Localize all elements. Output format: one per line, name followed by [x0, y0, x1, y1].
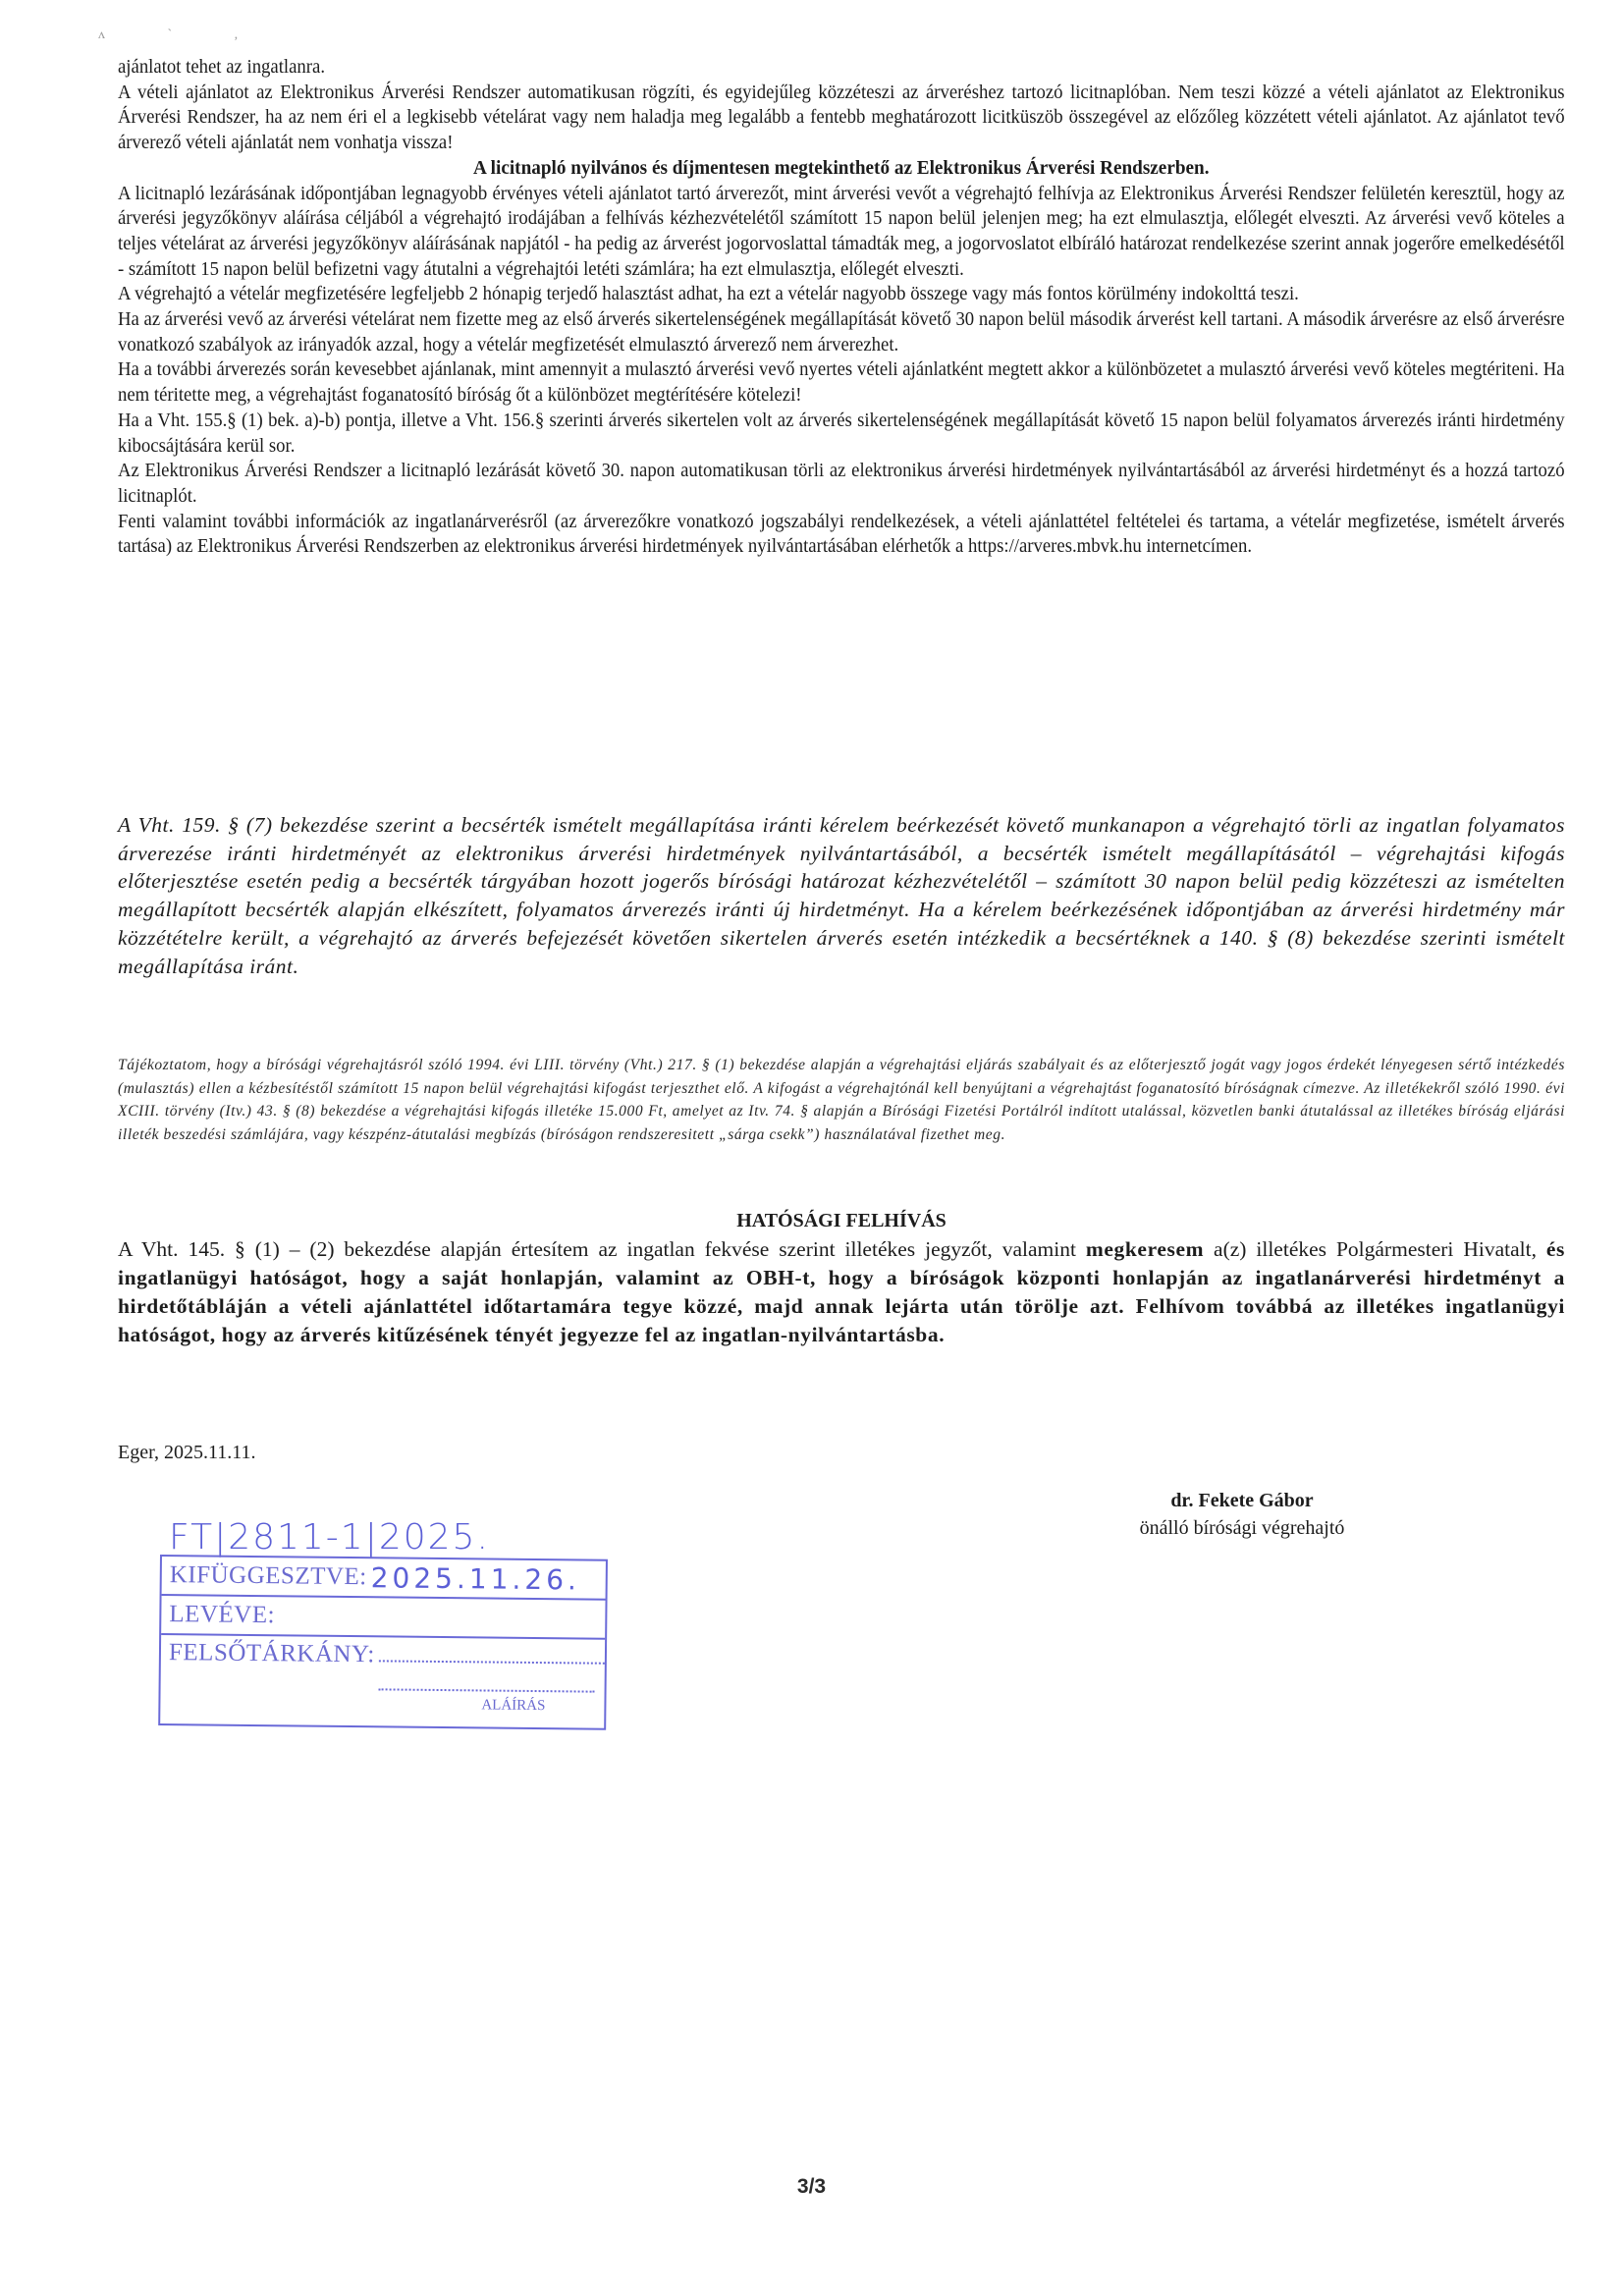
signer-name: dr. Fekete Gábor: [1170, 1490, 1314, 1511]
authority-call-heading: HATÓSÁGI FELHÍVÁS: [736, 1210, 947, 1231]
appeal-notice: [118, 1054, 1565, 1146]
authority-call-section: [118, 1235, 1565, 1349]
handwritten-reference: FT|2811-1|2025.: [169, 1517, 490, 1558]
paragraph: ajánlatot tehet az ingatlanra.: [118, 57, 326, 78]
scan-artifacts: ʌ ` ,: [98, 27, 268, 42]
paragraph: Fenti valamint további információk az ingatlanárverésről (az árverezőkre vonatkozó jogszabályi rendelkezések, a vételi ajánlattétel feltételei és tartama, a vételár megfizetése, ismételt árverés tartása) az Elektronikus Árverési Rendszerben az elektronikus árverési hirdetmények nyilvántartásában elérhetők a https://arveres.mbvk.hu internetcímen.: [118, 511, 1565, 558]
authority-text-part: A Vht. 145. § (1) – (2) bekezdése alapján értesítem az ingatlan fekvése szerint illetékes jegyzőt, valamint: [118, 1237, 1086, 1261]
dotted-line: [379, 1660, 605, 1664]
removed-label: LEVÉVE:: [169, 1601, 276, 1629]
authority-text-part: a(z) illetékes Polgármesteri Hivatalt,: [1204, 1237, 1546, 1261]
posted-label: KIFÜGGESZTVE:: [169, 1561, 367, 1591]
vht-159-text: A Vht. 159. § (7) bekezdése szerint a becsérték ismételt megállapítása iránti kérelem beérkezését követő munkanapon a végrehajtó törli az ingatlan folyamatos árverezése iránti hirdetményét az elektronikus árverési hirdetmények nyilvántartásából, a becsérték ismételt megállapításától – végrehajtási kifogás előterjesztése esetén pedig a becsérték tárgyában hozott jogerős bírósági határozat kézhezvételétől – számított 30 napon belül pedig közzéteszi az ismételten megállapított becsérték alapján elkészített, folyamatos árverezés iránti új hirdetményt. Ha a kérelem beérkezésének időpontjában az árverési hirdetmény már közzétételre került, a végrehajtó az árverés befejezését követően sikertelen árverés esetén intézkedik a becsértéknek a 140. § (8) bekezdése szerinti ismételt megállapítása iránt.: [118, 813, 1565, 978]
bid-log-public-heading: A licitnapló nyilvános és díjmentesen megtekinthető az Elektronikus Árverési Rendszerben.: [473, 156, 1210, 179]
paragraph: A licitnapló lezárásának időpontjában legnagyobb érvényes vételi ajánlatot tartó árverezőt, mint árverési vevőt a végrehajtó felhívja az Elektronikus Árverési Rendszer felületén keresztül, hogy az árverési jegyzőkönyv aláírása céljából a végrehajtó irodájában a felhívás kézhezvételétől számított 15 napon belül jelenjen meg; ha ezt elmulasztja, előlegét elveszti. Az árverési vevő köteles a teljes vételárat az árverési jegyzőkönyv aláírásának napjától - ha pedig az árverést jogorvoslattal támadták meg, a jogorvoslatot elbíráló határozat rendelkezése szerint annak jogerőre emelkedésétől - számított 15 napon belül befizetni vagy átutalni a végrehajtói letéti számlára; ha ezt elmulasztja, előlegét elveszti.: [118, 183, 1565, 280]
stamp-row-removed: [161, 1596, 605, 1640]
stamp-row-place: [160, 1635, 605, 1716]
stamp-row-posted: [162, 1557, 606, 1601]
vht-159-paragraph: [118, 811, 1565, 980]
paragraph: Ha a Vht. 155.§ (1) bek. a)-b) pontja, illetve a Vht. 156.§ szerinti árverés sikertelen volt az árverés sikertelenségének megállapítását követő 15 napon belül folyamatos árverezés iránti hirdetmény kibocsájtására kerül sor.: [118, 410, 1565, 457]
appeal-notice-text: Tájékoztatom, hogy a bírósági végrehajtásról szóló 1994. évi LIII. törvény (Vht.) 217. § (1) bekezdése alapján a végrehajtási eljárás szabályait és az előterjesztő jogát vagy jogos érdekét lényegesen sértő intézkedés (mulasztás) ellen a kézbesítéstől számított 15 napon belül végrehajtási kifogást terjeszthet elő. A kifogást a végrehajtónál kell benyújtani a végrehajtást foganatosító bíróságnak címezve. Az illetékekről szóló 1990. évi XCIII. törvény (Itv.) 43. § (8) bekezdése a végrehajtási kifogás illetéke 15.000 Ft, amelyet az Itv. 74. § alapján a Bírósági Fizetési Portálról indított utalással, közvetlen banki átutalással az illetékes bíróság eljárási illeték beszedési számlájára, vagy készpénz-átutalási megbízás (bíróságon rendszeresitett „sárga csekk”) használatával fizethet meg.: [118, 1057, 1565, 1143]
paragraph: A vételi ajánlatot az Elektronikus Árverési Rendszer automatikusan rögzíti, és egyidejűleg közzéteszi az árveréshez tartozó licitnaplóban. Nem teszi közzé a vételi ajánlatot az Elektronikus Árverési Rendszer, ha az nem éri el a legkisebb vételárat vagy nem haladja meg legalább a fentebb meghatározott licitküszöb összegével az előzőleg közzétett vételi ajánlatot. Az ajánlatot tevő árverező vételi ajánlatát nem vonhatja vissza!: [118, 82, 1565, 154]
posted-date-handwritten: 2025.11.26.: [370, 1560, 581, 1596]
page-number: 3/3: [796, 2175, 827, 2198]
signature-block: [1055, 1487, 1429, 1542]
authority-text-bold: és ingatlanügyi hatóságot, hogy a saját honlapján, valamint az OBH-t, hogy a bíróságok központi honlapján az ingatlanárverési hirdetményt a hirdetőtábláján a vételi ajánlattétel időtartamára tegye közzé, majd annak lejárta után törölje azt. Felhívom továbbá az illetékes ingatlanügyi hatóságot, hogy az árverés kitűzésének tényét jegyezze fel az ingatlan-nyilvántartásba.: [118, 1237, 1566, 1346]
paragraph: Az Elektronikus Árverési Rendszer a licitnapló lezárását követő 30. napon automatikusan törli az elektronikus árverési hirdetmények nyilvántartásából az árverési hirdetményt és a hozzá tartozó licitnaplót.: [118, 461, 1565, 507]
signature-label: ALÁÍRÁS: [481, 1697, 546, 1715]
signer-title: önálló bírósági végrehajtó: [1139, 1517, 1345, 1539]
posting-stamp: [158, 1555, 608, 1730]
paragraph: Ha a további árverezés során kevesebbet ajánlanak, mint amennyit a mulasztó árverési vevő nyertes vételi ajánlatként megtett akkor a különbözetet a mulasztó árverési vevő köteles megtériteni. Ha nem téritette meg, a végrehajtást foganatosító bíróság őt a különbözet megtérítésére kötelezi!: [118, 359, 1565, 407]
authority-text-bold: megkeresem: [1085, 1237, 1205, 1261]
signature-dotted-line: [379, 1688, 595, 1692]
place-and-date: Eger, 2025.11.11.: [118, 1442, 256, 1463]
place-label: FELSŐTÁRKÁNY:: [168, 1639, 375, 1668]
paragraph: A végrehajtó a vételár megfizetésére legfeljebb 2 hónapig terjedő halasztást adhat, ha ezt a vételár nagyobb összege vagy más fontos körülmény indokolttá teszi.: [118, 284, 1299, 305]
paragraph: Ha az árverési vevő az árverési vételárat nem fizette meg az első árverés sikertelenségének megállapítását követő 30 napon belül második árverést kell tartani. A második árverésre az első árverésre vonatkozó szabályok az irányadók azzal, hogy a vételár megfizetését elmulasztó árverező nem árverezhet.: [118, 309, 1565, 355]
authority-call-text: [118, 1235, 1565, 1349]
auction-rules-section: [118, 55, 1565, 560]
